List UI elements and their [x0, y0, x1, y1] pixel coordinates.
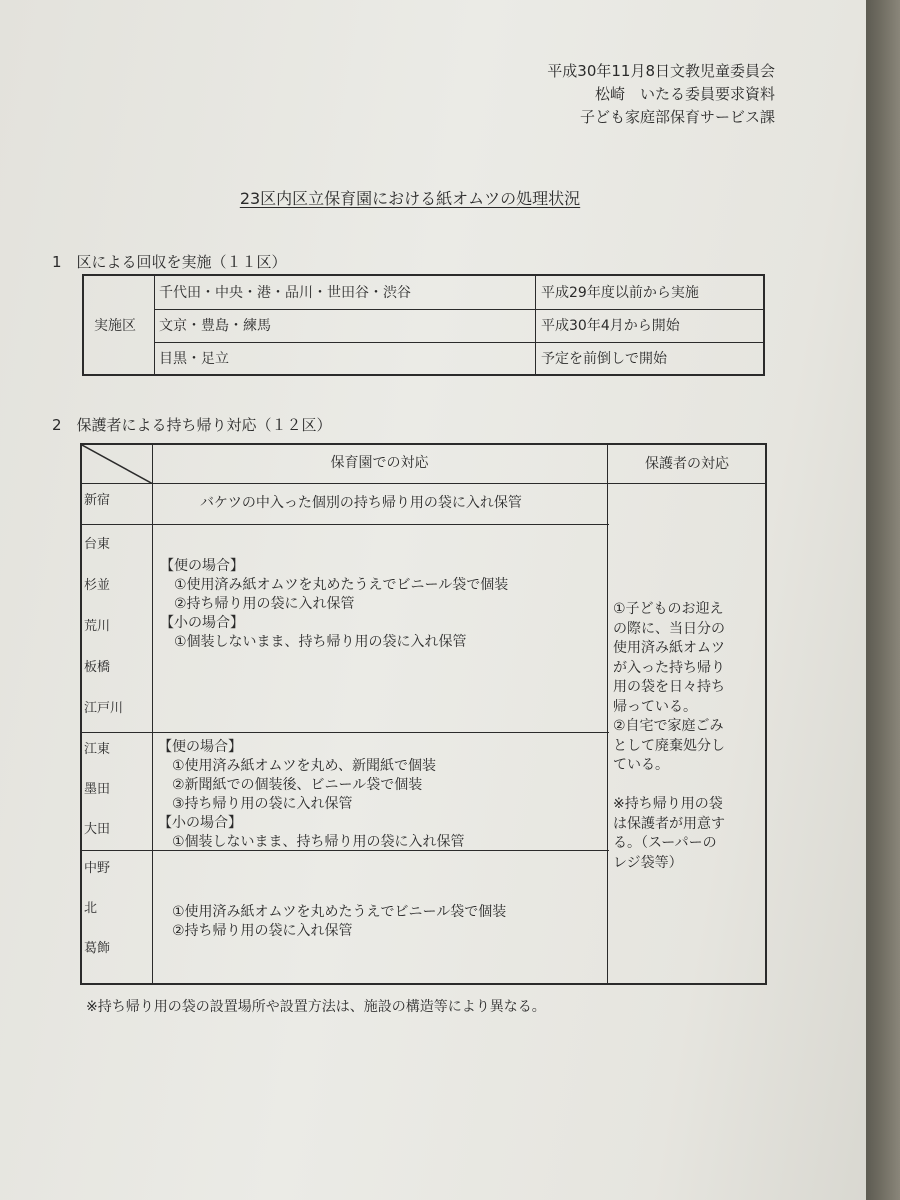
ward-name: 中野 [84, 861, 111, 876]
response-line: ③持ち帰り用の袋に入れ保管 [172, 796, 353, 812]
guardian-line: が入った持ち帰り [613, 659, 725, 676]
table1-divider [535, 276, 536, 374]
nursery-response-text [158, 738, 465, 852]
footnote: ※持ち帰り用の袋の設置場所や設置方法は、施設の構造等により異なる。 [86, 999, 546, 1015]
implementation-status: 予定を前倒しで開始 [541, 351, 667, 367]
ward-name: 江東 [84, 742, 111, 757]
guardian-line: レジ袋等） [613, 854, 683, 871]
ward-name: 大田 [84, 822, 111, 837]
header-requester-line: 松崎 いたる委員要求資料 [594, 85, 775, 103]
section2-heading: 2 保護者による持ち帰り対応（１２区） [52, 416, 332, 434]
ward-name: 板橋 [84, 660, 111, 675]
guardian-line: ※持ち帰り用の袋 [613, 796, 723, 812]
ward-name: 江戸川 [84, 701, 124, 716]
section2-table [80, 443, 767, 985]
response-line: 【便の場合】 [160, 558, 244, 574]
ward-name: 新宿 [84, 493, 111, 508]
nursery-response-text [160, 557, 508, 652]
guardian-line: ②自宅で家庭ごみ [613, 718, 724, 734]
response-line: ①個装しないまま、持ち帰り用の袋に入れ保管 [172, 834, 465, 850]
guardian-line: 用の袋を日々持ち [613, 679, 725, 695]
guardian-line: の際に、当日分の [613, 620, 725, 637]
table1-divider [154, 276, 155, 374]
implementation-status: 平成29年度以前から実施 [541, 285, 699, 301]
guardian-line: ている。 [613, 757, 669, 773]
table2-row-divider [82, 524, 609, 525]
ward-name: 荒川 [84, 619, 111, 634]
ward-list: 千代田・中央・港・品川・世田谷・渋谷 [159, 285, 411, 301]
table2-row-divider [82, 732, 609, 733]
guardian-line: として廃棄処分し [613, 737, 725, 754]
document-header [490, 60, 775, 129]
implementing-wards-label: 実施区 [94, 318, 136, 334]
guardian-line: る。（スーパーの [613, 835, 717, 851]
table2-header-divider [82, 483, 765, 484]
response-line: ①使用済み紙オムツを丸め、新聞紙で個装 [172, 758, 436, 774]
ward-list: 文京・豊島・練馬 [159, 318, 271, 334]
response-line: 【小の場合】 [160, 615, 244, 631]
implementation-status: 平成30年4月から開始 [541, 318, 680, 334]
section1-table [82, 274, 765, 376]
nursery-response-header: 保育園での対応 [330, 455, 429, 471]
response-line: 【小の場合】 [158, 815, 242, 831]
response-line: 【便の場合】 [158, 739, 242, 755]
ward-list: 目黒・足立 [159, 351, 229, 367]
response-line: ②持ち帰り用の袋に入れ保管 [172, 923, 353, 939]
response-line: バケツの中入った個別の持ち帰り用の袋に入れ保管 [200, 495, 522, 511]
nursery-response-text [172, 903, 506, 941]
ward-name: 葛飾 [84, 941, 111, 956]
document-title: 23区内区立保育園における紙オムツの処理状況 [239, 189, 581, 208]
desk-background [866, 0, 900, 1200]
table1-row-divider [154, 342, 763, 343]
ward-name: 杉並 [84, 578, 111, 593]
header-date-line: 平成30年11月8日文教児童委員会 [547, 62, 775, 80]
guardian-line: 使用済み紙オムツ [613, 640, 725, 656]
guardian-line: 帰っている。 [613, 698, 697, 715]
response-line: ①使用済み紙オムツを丸めたうえでビニール袋で個装 [174, 577, 509, 593]
header-diagonal-line [82, 445, 153, 484]
guardian-response-header: 保護者の対応 [645, 456, 729, 472]
response-line: ②持ち帰り用の袋に入れ保管 [174, 596, 355, 612]
ward-name: 北 [84, 901, 98, 916]
ward-name: 墨田 [84, 782, 111, 797]
response-line: ①使用済み紙オムツを丸めたうえでビニール袋で個装 [172, 904, 507, 920]
nursery-response-text [200, 494, 522, 513]
ward-name: 台東 [84, 537, 111, 552]
table2-divider [607, 445, 608, 983]
guardian-line: は保護者が用意す [613, 815, 725, 832]
section1-heading: 1 区による回収を実施（１１区） [52, 253, 287, 271]
response-line: ①個装しないまま、持ち帰り用の袋に入れ保管 [174, 634, 467, 650]
guardian-line [613, 776, 725, 796]
guardian-response-text [613, 600, 725, 873]
table2-divider [152, 445, 153, 983]
guardian-line: ①子どものお迎え [613, 601, 724, 617]
response-line: ②新聞紙での個装後、ビニール袋で個装 [172, 777, 423, 793]
header-department-line: 子ども家庭部保育サービス課 [579, 108, 775, 126]
table1-row-divider [154, 309, 763, 310]
